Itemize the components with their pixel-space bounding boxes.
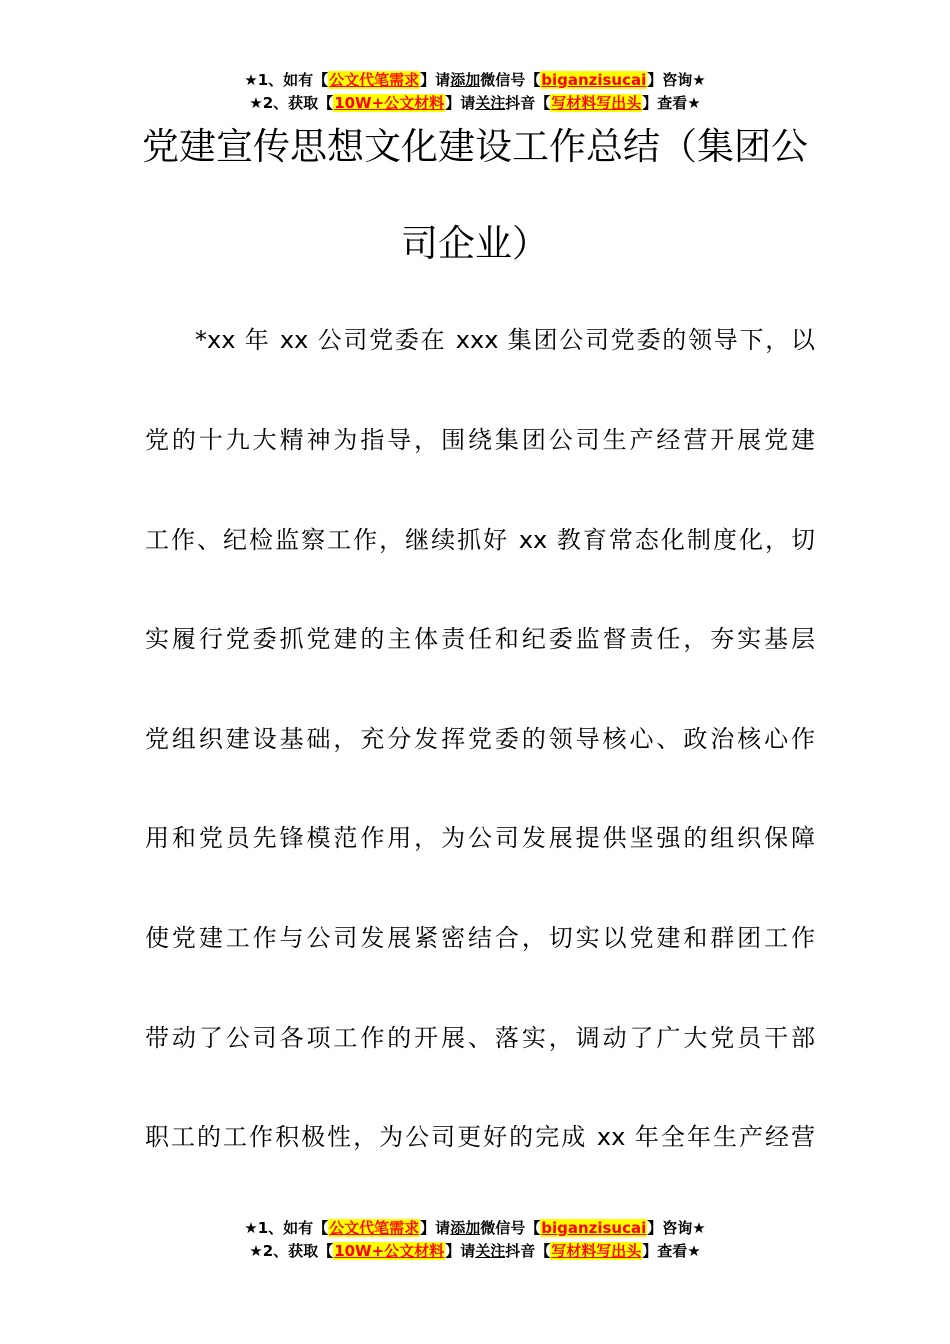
banner-underlined-text: 关注 [475, 1242, 506, 1260]
banner-line-2 [0, 92, 950, 115]
banner-line-1 [0, 1217, 950, 1240]
body-line: 带动了公司各项工作的开展、落实，调动了广大党员干部 [145, 1024, 815, 1052]
body-line: 党的十九大精神为指导，围绕集团公司生产经营开展党建 [145, 426, 815, 454]
body-line: 党组织建设基础，充分发挥党委的领导核心、政治核心作 [145, 725, 815, 753]
banner-underlined-text: 添加 [450, 1219, 481, 1237]
banner-highlight: 写材料写出头 [551, 94, 642, 112]
document-title-line-2: 司企业） [401, 222, 549, 265]
banner-highlight: 写材料写出头 [551, 1242, 642, 1260]
document-title-line-1: 党建宣传思想文化建设工作总结（集团公 [142, 125, 808, 168]
banner-highlight: 公文代笔需求 [329, 1219, 420, 1237]
banner-highlight: 公文代笔需求 [329, 71, 420, 89]
banner-highlight: biganzisucai [541, 71, 647, 89]
banner-underlined-text: 添加 [450, 71, 481, 89]
banner-highlight: biganzisucai [541, 1219, 647, 1237]
banner-underlined-text: 关注 [475, 94, 506, 112]
banner-text: 抖音【 [505, 94, 551, 112]
body-line: 实履行党委抓党建的主体责任和纪委监督责任，夯实基层 [145, 625, 815, 653]
banner-text: 微信号【 [480, 71, 541, 89]
banner-highlight: 10W+公文材料 [334, 94, 445, 112]
banner-text: 】咨询★ [647, 1219, 706, 1237]
banner-text: 】咨询★ [647, 71, 706, 89]
body-line: 职工的工作积极性，为公司更好的完成 xx 年全年生产经营 [145, 1123, 815, 1151]
body-line: 用和党员先锋模范作用，为公司发展提供坚强的组织保障 [145, 824, 815, 852]
banner-text: ★2、获取【 [249, 1242, 334, 1260]
banner-text: 微信号【 [480, 1219, 541, 1237]
banner-highlight: 10W+公文材料 [334, 1242, 445, 1260]
header-banner [0, 69, 950, 115]
footer-banner [0, 1217, 950, 1263]
banner-text: ★1、如有【 [244, 71, 329, 89]
banner-line-2 [0, 1240, 950, 1263]
body-line: 工作、纪检监察工作，继续抓好 xx 教育常态化制度化，切 [145, 526, 815, 554]
banner-text: 】请 [420, 1219, 451, 1237]
body-line: *xx 年 xx 公司党委在 xxx 集团公司党委的领导下，以 [195, 326, 815, 354]
banner-text: 】请 [420, 71, 451, 89]
banner-text: 】查看★ [642, 94, 701, 112]
banner-text: ★2、获取【 [249, 94, 334, 112]
banner-text: 】查看★ [642, 1242, 701, 1260]
banner-text: 】请 [445, 94, 476, 112]
banner-text: 抖音【 [505, 1242, 551, 1260]
body-line: 使党建工作与公司发展紧密结合，切实以党建和群团工作 [145, 924, 815, 952]
banner-text: 】请 [445, 1242, 476, 1260]
banner-text: ★1、如有【 [244, 1219, 329, 1237]
banner-line-1 [0, 69, 950, 92]
